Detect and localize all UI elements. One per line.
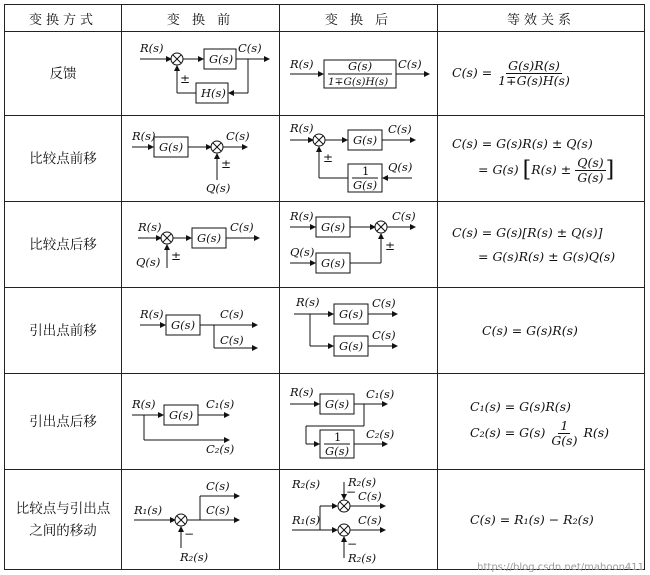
block-diagram (284, 120, 434, 198)
block-diagram (126, 120, 276, 198)
svg-text:G(s): G(s) (352, 132, 377, 147)
svg-text:R(s): R(s) (139, 40, 164, 55)
block-diagram (284, 474, 434, 566)
equivalent-transform-table (4, 4, 645, 570)
diagram-before (122, 116, 280, 202)
svg-text:C(s): C(s) (219, 306, 244, 321)
svg-text:−: − (346, 536, 357, 551)
block-diagram (284, 206, 434, 284)
svg-text:G(s): G(s) (168, 407, 193, 422)
svg-text:±: ± (384, 238, 395, 253)
svg-text:R(s): R(s) (137, 219, 162, 234)
svg-text:G(s): G(s) (338, 338, 363, 353)
svg-text:G(s): G(s) (208, 51, 233, 66)
svg-text:−: − (183, 526, 194, 541)
row-name: 比较点与引出点之间的移动 (5, 470, 122, 570)
row-summing-takeoff-swap (5, 470, 645, 570)
svg-text:G(s): G(s) (170, 317, 195, 332)
relation-takeoff-forward: C(s) = G(s)R(s) (438, 288, 645, 374)
svg-text:C₂(s): C₂(s) (365, 426, 394, 441)
relation-takeoff-backward: C₁(s) = G(s)R(s) C₂(s) = G(s) $\frac{1}{G(s)}$ R(s) (438, 374, 645, 470)
diagram-before (122, 202, 280, 288)
svg-text:R₁(s): R₁(s) (133, 502, 162, 517)
row-name: 反馈 (5, 32, 122, 116)
diagram-after (280, 32, 438, 116)
svg-text:Q(s): Q(s) (205, 180, 230, 195)
row-name: 引出点后移 (5, 374, 122, 470)
svg-text:R(s): R(s) (139, 306, 164, 321)
block-diagram (126, 206, 276, 284)
diagram-after (280, 470, 438, 570)
svg-text:G(s): G(s) (338, 306, 363, 321)
svg-text:G(s): G(s) (324, 396, 349, 411)
svg-text:C(s): C(s) (391, 208, 416, 223)
svg-text:1: 1 (333, 429, 341, 444)
block-diagram (126, 474, 276, 566)
svg-text:1∓G(s)H(s): 1∓G(s)H(s) (327, 75, 388, 88)
header-row (5, 5, 645, 32)
row-takeoff-backward (5, 374, 645, 470)
svg-text:±: ± (220, 156, 231, 171)
svg-text:Q(s): Q(s) (135, 254, 160, 269)
row-feedback (5, 32, 645, 116)
row-name: 引出点前移 (5, 288, 122, 374)
svg-text:G(s): G(s) (158, 139, 183, 154)
svg-text:C(s): C(s) (205, 478, 230, 493)
svg-text:Q(s): Q(s) (289, 244, 314, 259)
relation-feedback: C(s) = $\frac{G(s)R(s)}{1\mp G(s)H(s)}$ (438, 32, 645, 116)
svg-text:C(s): C(s) (387, 121, 412, 136)
svg-text:±: ± (322, 150, 333, 165)
svg-text:R₂(s): R₂(s) (347, 550, 376, 565)
svg-text:R(s): R(s) (289, 120, 314, 135)
block-diagram (126, 380, 276, 464)
diagram-after (280, 374, 438, 470)
svg-text:R(s): R(s) (131, 396, 156, 411)
svg-text:C(s): C(s) (371, 327, 396, 342)
svg-text:G(s): G(s) (196, 230, 221, 245)
watermark: https://blog.csdn.net/mahoon411 (477, 562, 644, 573)
svg-text:C(s): C(s) (205, 502, 230, 517)
svg-text:R₂(s): R₂(s) (179, 549, 208, 564)
diagram-after (280, 116, 438, 202)
diagram-before (122, 374, 280, 470)
svg-text:C(s): C(s) (357, 488, 382, 503)
svg-text:R(s): R(s) (289, 56, 314, 71)
svg-text:G(s): G(s) (352, 177, 377, 192)
svg-text:G(s): G(s) (320, 255, 345, 270)
svg-text:C₁(s): C₁(s) (205, 396, 234, 411)
svg-text:±: ± (170, 248, 181, 263)
block-diagram (126, 292, 276, 370)
svg-text:1: 1 (361, 163, 369, 178)
svg-text:±: ± (179, 71, 190, 86)
row-summing-backward (5, 202, 645, 288)
block-diagram (284, 35, 434, 113)
svg-text:C(s): C(s) (237, 40, 262, 55)
svg-text:C(s): C(s) (229, 219, 254, 234)
svg-text:C(s): C(s) (371, 295, 396, 310)
svg-text:R(s): R(s) (131, 128, 156, 143)
svg-text:G(s): G(s) (320, 219, 345, 234)
header-after: 变 换 后 (280, 5, 438, 32)
block-diagram (284, 292, 434, 370)
svg-text:C₁(s): C₁(s) (365, 386, 394, 401)
svg-text:R₂(s): R₂(s) (291, 476, 320, 491)
diagram-before (122, 470, 280, 570)
row-name: 比较点前移 (5, 116, 122, 202)
svg-text:R(s): R(s) (289, 208, 314, 223)
header-relation: 等效关系 (438, 5, 645, 32)
svg-text:Q(s): Q(s) (387, 159, 412, 174)
svg-text:R₂(s): R₂(s) (347, 474, 376, 489)
diagram-before (122, 288, 280, 374)
diagram-after (280, 288, 438, 374)
svg-text:C(s): C(s) (357, 512, 382, 527)
svg-text:H(s): H(s) (200, 85, 226, 100)
relation-summing-backward: C(s) = G(s)[R(s) ± Q(s)] = G(s)R(s) ± G(s)Q(s) (438, 202, 645, 288)
relation-summing-forward: C(s) = G(s)R(s) ± Q(s) = G(s) [R(s) ± $\frac{Q(s)}{G(s)}$ ] (438, 116, 645, 202)
svg-text:C(s): C(s) (219, 332, 244, 347)
svg-text:G(s): G(s) (324, 443, 349, 458)
row-summing-forward (5, 116, 645, 202)
diagram-after (280, 202, 438, 288)
svg-text:R₁(s): R₁(s) (291, 512, 320, 527)
svg-text:C(s): C(s) (225, 128, 250, 143)
svg-text:−: − (345, 484, 356, 499)
row-name: 比较点后移 (5, 202, 122, 288)
block-diagram (126, 35, 276, 113)
svg-text:R(s): R(s) (289, 384, 314, 399)
svg-text:G(s): G(s) (347, 58, 372, 73)
row-takeoff-forward (5, 288, 645, 374)
svg-text:R(s): R(s) (295, 294, 320, 309)
svg-text:C₂(s): C₂(s) (205, 441, 234, 456)
relation-summing-takeoff-swap: C(s) = R₁(s) − R₂(s) (438, 470, 645, 570)
block-diagram (284, 380, 434, 464)
diagram-before (122, 32, 280, 116)
header-method: 变换方式 (5, 5, 122, 32)
svg-text:C(s): C(s) (397, 56, 422, 71)
header-before: 变 换 前 (122, 5, 280, 32)
